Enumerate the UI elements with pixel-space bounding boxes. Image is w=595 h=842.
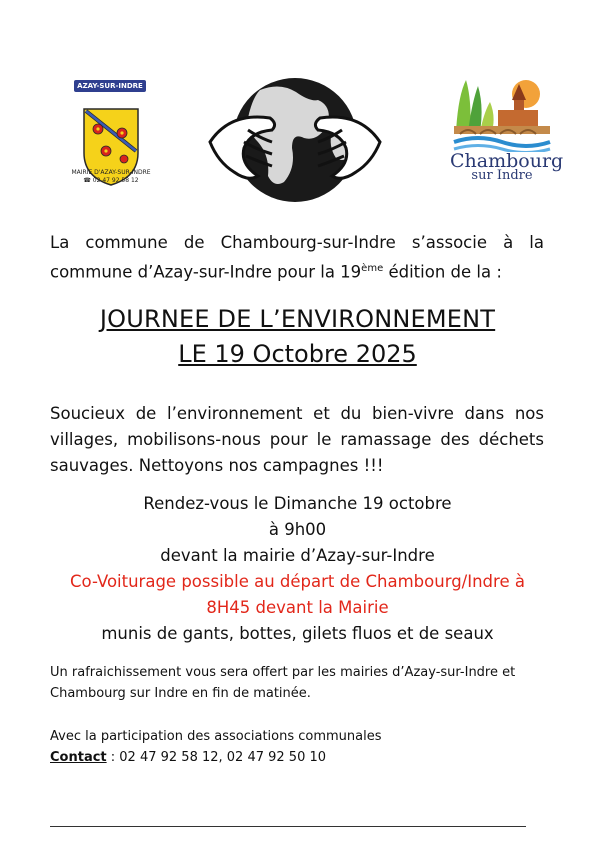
azay-shield-icon (82, 92, 140, 202)
contact-line (50, 747, 544, 768)
chambourg-sur: sur (471, 168, 493, 183)
azay-caption-line1: MAIRIE D'AZAY-SUR-INDRE (71, 169, 151, 176)
azay-logo-caption (70, 169, 152, 185)
contact-label: Contact (50, 750, 107, 765)
contact-phones: : 02 47 92 58 12, 02 47 92 50 10 (106, 750, 327, 765)
azay-caption-line2: ☎ 02 47 92 58 12 (83, 177, 139, 184)
intro-text-before: La commune de Chambourg-sur-Indre s’associe à la commune d’Azay-sur-Indre pour la 19 (50, 233, 544, 282)
chambourg-village-icon (450, 72, 554, 152)
intro-text (50, 230, 544, 286)
chambourg-sur-indre-logo (450, 72, 564, 202)
azay-sur-indre-logo (70, 78, 152, 194)
chambourg-name: Chambourg (450, 150, 564, 172)
carpool-info-line1: Co-Voiturage possible au départ de Chambourg/Indre à (70, 572, 525, 591)
event-description: Soucieux de l’environnement et du bien-vivre dans nos villages, mobilisons-nous pour le ramassage des déchets sauvages. Nettoyons nos campagnes !!! (50, 404, 544, 475)
intro-text-after: édition de la : (383, 262, 502, 282)
participation-note: Avec la participation des associations communales (50, 729, 382, 744)
carpool-info-line2: 8H45 devant la Mairie (206, 598, 389, 617)
meeting-place: devant la mairie d’Azay-sur-Indre (160, 546, 435, 565)
equipment-info: munis de gants, bottes, gilets fluos et de seaux (101, 624, 494, 643)
chambourg-indre: Indre (496, 168, 533, 183)
refreshment-note: Un rafraichissement vous sera offert par les mairies d’Azay-sur-Indre et Chambourg sur Indre en fin de matinée. (50, 665, 516, 701)
chambourg-logo-text (450, 150, 564, 183)
meeting-time: à 9h00 (268, 520, 327, 539)
hands-holding-earth-icon (200, 72, 390, 204)
intro-superscript: ème (361, 263, 384, 274)
event-title: JOURNEE DE L’ENVIRONNEMENT (99, 305, 496, 333)
bottom-divider (50, 826, 526, 827)
meeting-day: Rendez-vous le Dimanche 19 octobre (143, 494, 452, 513)
azay-logo-banner: AZAY-SUR-INDRE (74, 80, 146, 92)
event-date-title: LE 19 Octobre 2025 (178, 340, 417, 368)
